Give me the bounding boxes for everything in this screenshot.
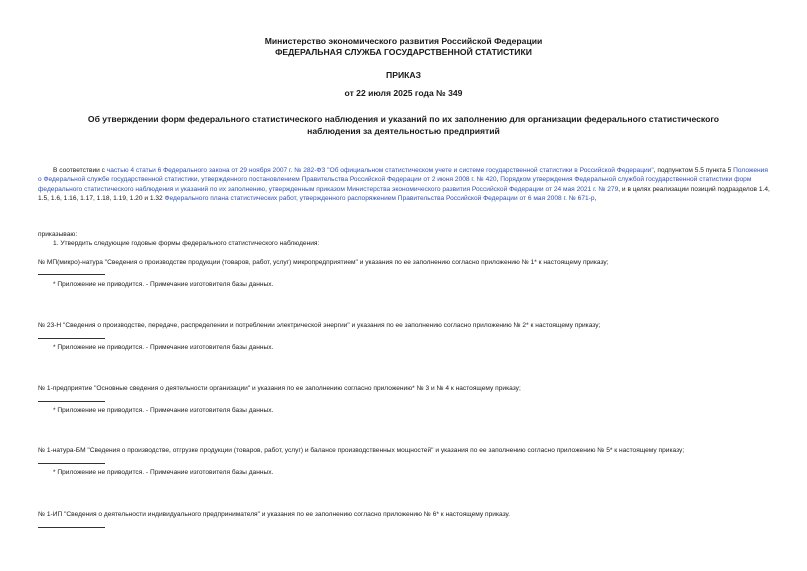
form-item: № МП(микро)-натура "Сведения о производстве продукции (товаров, работ, услуг) микропредприятием" и указания по ее заполнению согласно приложению № 1* к настоящему приказу; (38, 259, 609, 266)
preamble-paragraph (38, 166, 773, 204)
footnote-divider (38, 401, 105, 402)
preamble-text: В соответствии с (53, 167, 107, 174)
form-item: № 23-Н "Сведения о производстве, передаче, распределении и потреблении электрической энергии" и указания по ее заполнению согласно приложению № 2* к настоящему приказу; (38, 322, 601, 329)
document-date: от 22 июля 2025 года № 349 (344, 88, 463, 98)
footnote-divider (38, 463, 105, 464)
procedure-link[interactable]: Порядком утверждения Федеральной службой государственной статистики форм федерального статистического наблюдения и указаний по их заполнению, утвержденным приказом Министерства экономического развития Российской Федерации от 24 мая 2021 г. № 279 (38, 176, 752, 193)
preamble-text: , и в целях реализации позиций подразделов 1.4, 1.5, 1.6, 1.16, 1.17, 1.18, 1.19, 1.20 и 1.32 (38, 185, 770, 203)
order-item-1: 1. Утвердить следующие годовые формы федерального статистического наблюдения: (53, 240, 320, 247)
form-item: № 1-ИП "Сведения о деятельности индивидуального предпринимателя" и указания по ее заполнению согласно приложению № 6* к настоящему приказу. (38, 511, 510, 518)
footnote-divider (38, 274, 105, 275)
preamble-text: , (496, 176, 501, 184)
preamble-text: , подпунктом 5.5 пункта 5 (653, 167, 734, 174)
form-item: № 1-предприятие "Основные сведения о деятельности организации" и указания по ее заполнению согласно приложению* № 3 и № 4 к настоящему приказу; (38, 385, 521, 392)
document-title: Об утверждении форм федерального статистического наблюдения и указаний по их заполнению для организации федерального статистического наблюдения за деятельностью предприятий (87, 114, 720, 136)
statistical-plan-link[interactable]: Федерального плана статистических работ, утвержденного распоряжением Правительства Российской Федерации от 6 мая 2008 г. № 671-р (164, 195, 595, 203)
footnote: * Приложение не приводится. - Примечание изготовителя базы данных. (53, 407, 274, 414)
document-type: ПРИКАЗ (386, 70, 421, 80)
regulation-link[interactable]: Положения о Федеральной службе государственной статистики, утвержденного постановлением Правительства Российской Федерации от 2 июня 2008 г. № 420 (38, 167, 768, 184)
ministry-name: Министерство экономического развития Российской Федерации (264, 36, 543, 46)
footnote-divider (38, 527, 105, 528)
form-item: № 1-натура-БМ "Сведения о производстве, отгрузке продукции (товаров, работ, услуг) и балансе производственных мощностей" и указания по ее заполнению согласно приложению № 5* к настоящему приказу; (38, 447, 685, 454)
orders-word: приказываю: (38, 231, 78, 238)
service-name: ФЕДЕРАЛЬНАЯ СЛУЖБА ГОСУДАРСТВЕННОЙ СТАТИСТИКИ (275, 47, 532, 57)
footnote-divider (38, 338, 105, 339)
footnote: * Приложение не приводится. - Примечание изготовителя базы данных. (53, 281, 274, 288)
preamble-text: , (594, 195, 597, 203)
footnote: * Приложение не приводится. - Примечание изготовителя базы данных. (53, 344, 274, 351)
footnote: * Приложение не приводится. - Примечание изготовителя базы данных. (53, 469, 274, 476)
law-link[interactable]: частью 4 статьи 6 Федерального закона от 29 ноября 2007 г. № 282-ФЗ "Об официальном статистическом учете и системе государственной статистики в Российской Федерации" (106, 167, 654, 174)
